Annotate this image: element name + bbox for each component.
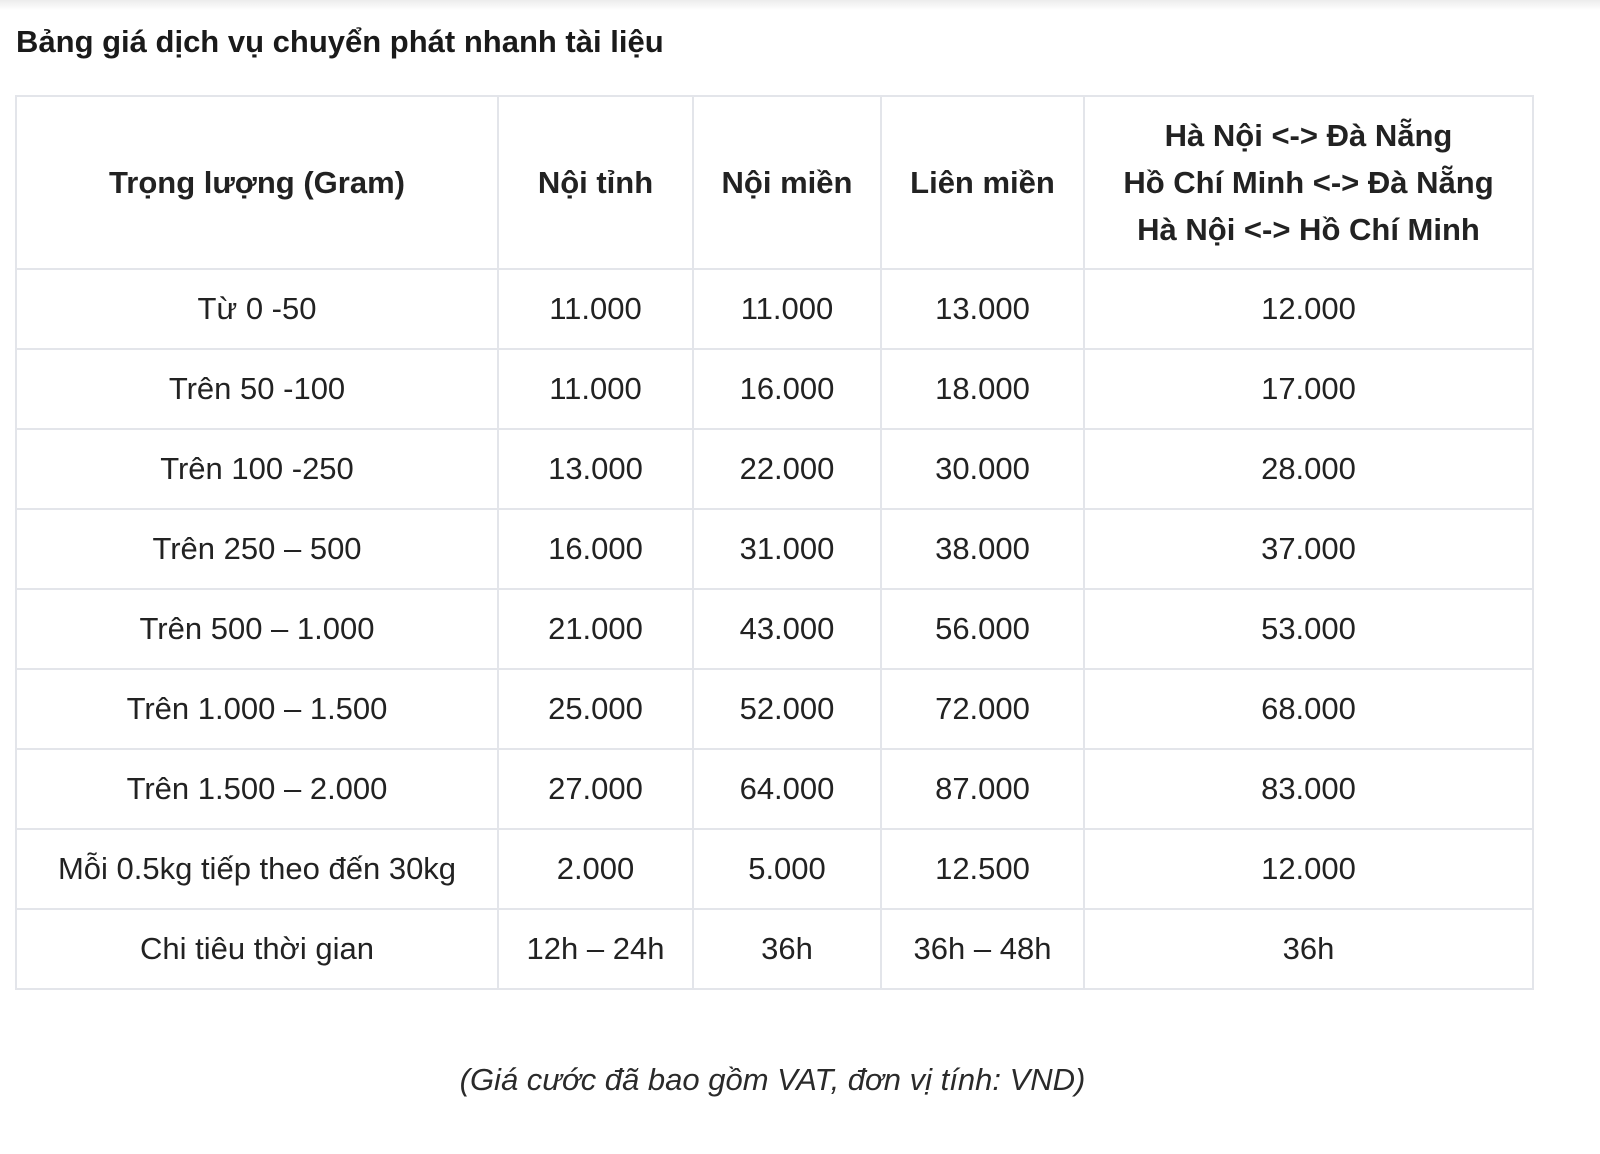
cell-lien-mien: 12.500 [881,829,1084,909]
table-row [16,829,1533,909]
table-row [16,909,1533,989]
cell-special-route: 17.000 [1084,349,1533,429]
route-hanoi-danang: Hà Nội <-> Đà Nẵng [1164,118,1453,153]
table-row [16,509,1533,589]
cell-weight: Trên 100 -250 [16,429,498,509]
cell-lien-mien: 38.000 [881,509,1084,589]
cell-noi-tinh: 27.000 [498,749,693,829]
cell-noi-tinh: 25.000 [498,669,693,749]
cell-weight: Từ 0 -50 [16,269,498,349]
table-row [16,429,1533,509]
header-noi-mien: Nội miền [693,96,881,269]
cell-lien-mien: 13.000 [881,269,1084,349]
cell-noi-mien: 43.000 [693,589,881,669]
header-lien-mien: Liên miền [881,96,1084,269]
cell-noi-tinh: 16.000 [498,509,693,589]
cell-noi-tinh: 2.000 [498,829,693,909]
cell-special-route: 12.000 [1084,829,1533,909]
cell-weight: Trên 500 – 1.000 [16,589,498,669]
cell-noi-mien: 5.000 [693,829,881,909]
cell-special-route: 36h [1084,909,1533,989]
cell-noi-tinh: 21.000 [498,589,693,669]
table-row [16,589,1533,669]
cell-noi-mien: 64.000 [693,749,881,829]
cell-lien-mien: 36h – 48h [881,909,1084,989]
cell-noi-mien: 16.000 [693,349,881,429]
cell-noi-mien: 11.000 [693,269,881,349]
page-title: Bảng giá dịch vụ chuyển phát nhanh tài liệu [16,24,664,59]
cell-noi-mien: 31.000 [693,509,881,589]
route-hanoi-hcm: Hà Nội <-> Hồ Chí Minh [1137,212,1480,247]
price-table [15,95,1534,990]
table-row [16,269,1533,349]
cell-special-route: 37.000 [1084,509,1533,589]
cell-weight: Trên 1.500 – 2.000 [16,749,498,829]
table-row [16,669,1533,749]
table-body [16,269,1533,989]
header-special-routes [1084,96,1533,269]
table-header-row [16,96,1533,269]
cell-noi-tinh: 12h – 24h [498,909,693,989]
cell-noi-mien: 22.000 [693,429,881,509]
cell-special-route: 68.000 [1084,669,1533,749]
top-shadow [0,0,1600,10]
header-noi-tinh: Nội tỉnh [498,96,693,269]
cell-weight: Trên 50 -100 [16,349,498,429]
cell-special-route: 53.000 [1084,589,1533,669]
header-weight: Trọng lượng (Gram) [16,96,498,269]
cell-lien-mien: 56.000 [881,589,1084,669]
cell-lien-mien: 18.000 [881,349,1084,429]
cell-special-route: 28.000 [1084,429,1533,509]
table-row [16,749,1533,829]
cell-special-route: 83.000 [1084,749,1533,829]
cell-lien-mien: 30.000 [881,429,1084,509]
cell-noi-mien: 52.000 [693,669,881,749]
table-row [16,349,1533,429]
cell-lien-mien: 72.000 [881,669,1084,749]
cell-weight: Chi tiêu thời gian [16,909,498,989]
cell-noi-tinh: 11.000 [498,269,693,349]
cell-lien-mien: 87.000 [881,749,1084,829]
route-hcm-danang: Hồ Chí Minh <-> Đà Nẵng [1123,165,1494,200]
cell-noi-tinh: 11.000 [498,349,693,429]
cell-special-route: 12.000 [1084,269,1533,349]
cell-weight: Trên 1.000 – 1.500 [16,669,498,749]
cell-noi-tinh: 13.000 [498,429,693,509]
price-note: (Giá cước đã bao gồm VAT, đơn vị tính: VND) [459,1062,1086,1097]
cell-weight: Mỗi 0.5kg tiếp theo đến 30kg [16,829,498,909]
cell-weight: Trên 250 – 500 [16,509,498,589]
cell-noi-mien: 36h [693,909,881,989]
